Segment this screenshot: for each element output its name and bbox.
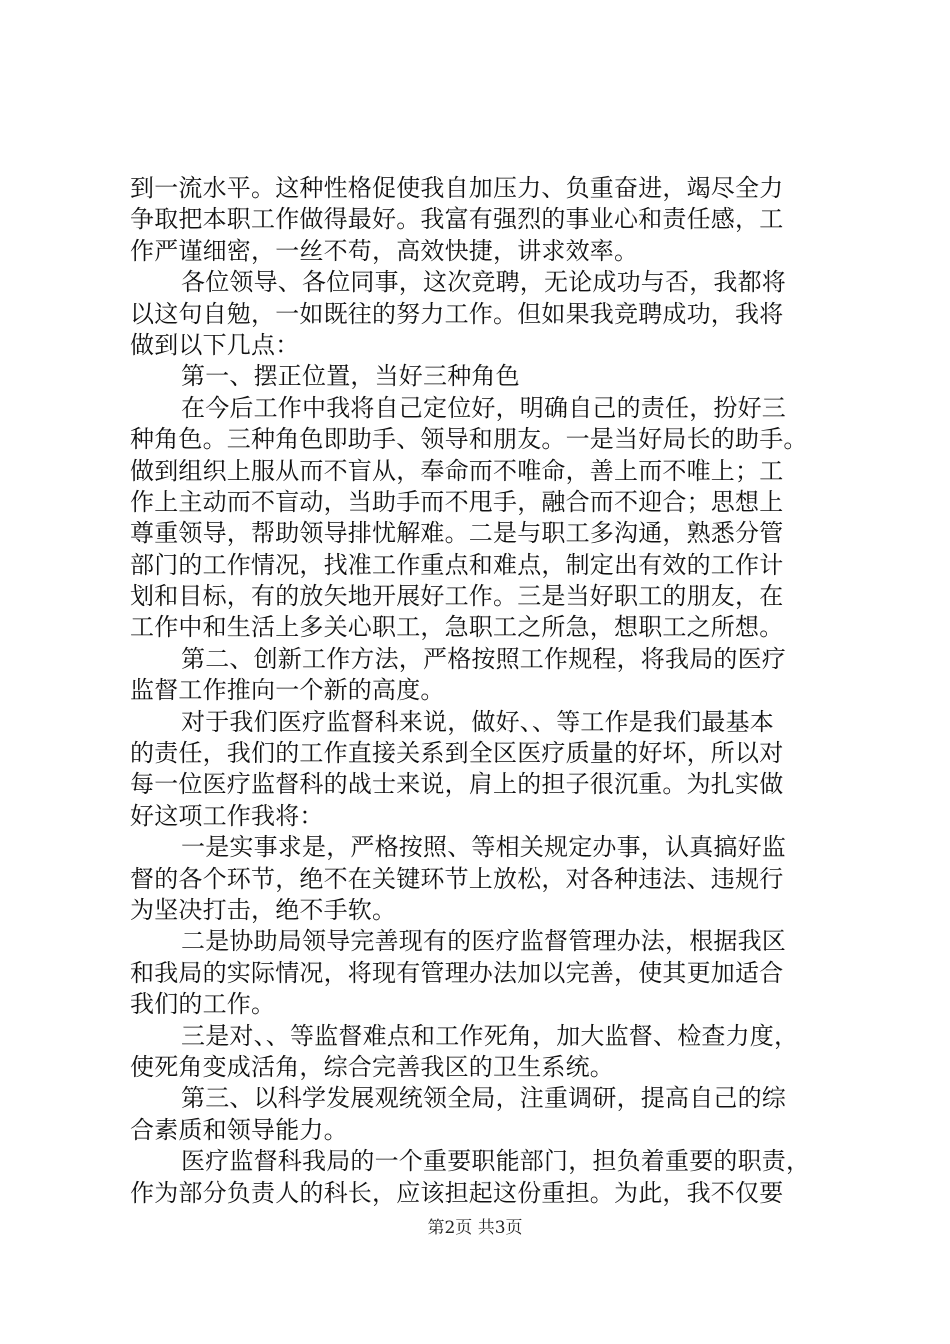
text-line: 一是实事求是，严格按照、等相关规定办事，认真搞好监 — [181, 833, 786, 862]
text-line: 第三、以科学发展观统领全局，注重调研，提高自己的综 — [181, 1084, 786, 1113]
text-line: 合素质和领导能力。 — [130, 1115, 348, 1144]
text-line: 部门的工作情况，找准工作重点和难点，制定出有效的工作计 — [130, 550, 784, 579]
text-line: 我们的工作。 — [130, 990, 276, 1019]
text-line: 尊重领导，帮助领导排忧解难。二是与职工多沟通，熟悉分管 — [130, 519, 784, 548]
text-line: 三是对、、等监督难点和工作死角，加大监督、检查力度， — [181, 1021, 799, 1050]
text-line: 划和目标，有的放矢地开展好工作。三是当好职工的朋友，在 — [130, 582, 784, 611]
text-line: 到一流水平。这种性格促使我自加压力、负重奋进，竭尽全力 — [130, 174, 784, 202]
text-line: 对于我们医疗监督科来说，做好、、等工作是我们最基本 — [181, 707, 774, 736]
text-line: 的责任，我们的工作直接关系到全区医疗质量的好坏，所以对 — [130, 739, 784, 768]
text-line: 医疗监督科我局的一个重要职能部门，担负着重要的职责， — [181, 1147, 811, 1176]
text-line: 二是协助局领导完善现有的医疗监督管理办法，根据我区 — [181, 927, 786, 956]
text-line: 作严谨细密，一丝不苟，高效快捷，讲求效率。 — [130, 236, 639, 265]
text-line: 为坚决打击，绝不手软。 — [130, 895, 397, 924]
text-line: 好这项工作我将： — [130, 801, 324, 830]
text-line: 做到以下几点： — [130, 330, 300, 359]
text-line: 工作中和生活上多关心职工，急职工之所急，想职工之所想。 — [130, 613, 784, 642]
text-line: 作为部分负责人的科长，应该担起这份重担。为此，我不仅要 — [130, 1178, 784, 1207]
text-line: 每一位医疗监督科的战士来说，肩上的担子很沉重。为扎实做 — [130, 770, 784, 799]
text-line: 监督工作推向一个新的高度。 — [130, 676, 445, 705]
text-line: 各位领导、各位同事，这次竞聘，无论成功与否，我都将 — [181, 268, 786, 297]
text-line: 和我局的实际情况，将现有管理办法加以完善，使其更加适合 — [130, 958, 784, 987]
text-line: 第一、摆正位置，当好三种角色 — [181, 362, 520, 391]
text-line: 争取把本职工作做得最好。我富有强烈的事业心和责任感，工 — [130, 205, 784, 234]
text-line: 使死角变成活角，综合完善我区的卫生系统。 — [130, 1052, 614, 1081]
text-line: 在今后工作中我将自己定位好，明确自己的责任，扮好三 — [181, 393, 786, 422]
page-footer — [0, 1217, 950, 1239]
text-line: 做到组织上服从而不盲从，奉命而不唯命，善上而不唯上；工 — [130, 456, 784, 485]
text-line: 作上主动而不盲动，当助手而不甩手，融合而不迎合；思想上 — [130, 487, 784, 516]
document-body — [130, 173, 830, 1209]
text-line: 督的各个环节，绝不在关键环节上放松，对各种违法、违规行 — [130, 864, 784, 893]
text-line: 以这句自勉，一如既往的努力工作。但如果我竞聘成功，我将 — [130, 299, 784, 328]
text-line: 种角色。三种角色即助手、领导和朋友。一是当好局长的助手。 — [130, 425, 808, 454]
page-number: 第2页 共3页 — [427, 1218, 523, 1238]
text-line: 第二、创新工作方法，严格按照工作规程，将我局的医疗 — [181, 644, 786, 673]
